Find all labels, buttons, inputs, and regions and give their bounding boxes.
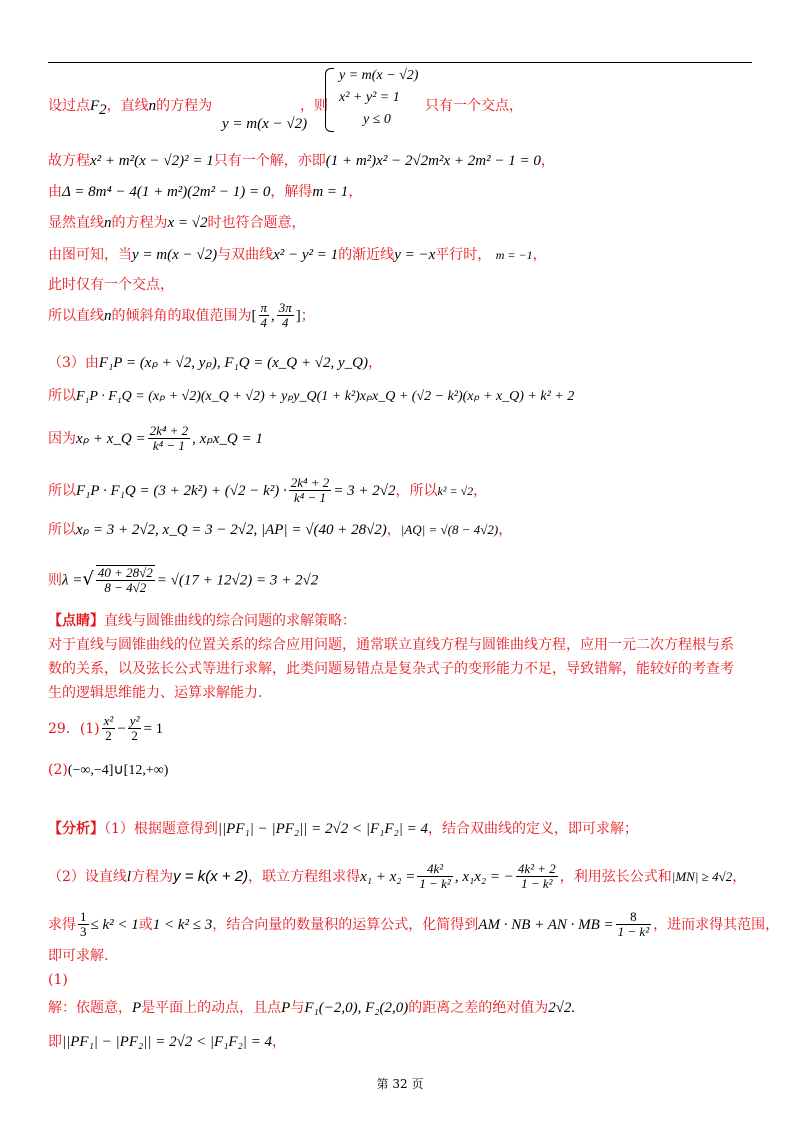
text: 与 [290,1000,305,1016]
math: P [132,1000,142,1016]
text: 的方程为 [111,215,168,231]
denominator: 1 − k² [521,876,553,892]
text: ，直线 [106,98,149,114]
math: (1 + m²)x² − 2√2m²x + 2m² − 1 = 0 [325,153,541,169]
math: P [281,1000,291,1016]
text: ， [473,482,488,499]
numerator: 8 [616,910,651,925]
math: , [271,307,275,324]
fraction [78,910,89,940]
math: ] [295,307,301,324]
fenxi-line-1 [48,818,638,838]
math: |MN| ≥ 4√2 [671,868,733,884]
fenxi-line-4: 即可求解. [48,948,109,964]
math: ||PF₁| − |PF₂|| = 2√2 < |F₁F₂| = 4 [217,821,428,837]
text: 所以 [48,388,76,404]
fraction [277,301,294,331]
text: 则 [48,572,62,589]
text: 解：依题意， [48,1000,132,1016]
math: Δ = 8m⁴ − 4(1 + m²)(2m² − 1) = 0 [62,184,271,200]
math: n [104,215,112,231]
math: 1 < k² ≤ 3 [152,916,213,933]
dianjing-line-4: 生的逻辑思维能力、运算求解能力. [48,685,263,701]
line-1-then [300,95,328,115]
text: 故方程 [48,153,90,169]
math: = 3 + 2√2 [333,482,396,499]
math: 2√2 [548,1000,572,1016]
part-label: (2) [48,762,68,778]
line-9 [48,385,574,405]
math: ||PF₁| − |PF₂|| = 2√2 < |F₁F₂| = 4 [62,1034,273,1050]
math: y = k(x + 2) [173,867,249,885]
system-row: y ≤ 0 [363,112,391,127]
text: ， [498,522,513,538]
solution-line-2 [48,1031,286,1051]
fraction [128,714,142,744]
text: ， [348,184,363,200]
denominator: 1 − k² [617,924,650,940]
text: 的距离之差的绝对值为 [408,1000,549,1016]
text: 此时仅有一个交点， [48,277,174,293]
numerator: y² [129,713,140,728]
text: ， [532,247,547,263]
header-rule [48,62,752,63]
section-title: 【分析】 [48,821,104,837]
text: 的方程为 [156,98,213,114]
line-12 [48,519,512,539]
text: ， [367,355,382,371]
line-11 [48,476,487,506]
text: 方程为 [131,868,174,885]
math: x² + m²(x − √2)² = 1 [90,153,214,169]
text: 设过点 [48,98,90,114]
text: ，结合双曲线的定义，即可求解； [427,821,638,837]
text: 因为 [48,430,76,447]
line-3 [48,181,362,201]
line-1-under [222,116,307,133]
math: 2 [99,101,107,118]
text: ， [540,153,555,169]
math: k² = √2 [437,483,474,498]
math: F₁(−2,0), F₂(2,0) [304,1000,409,1016]
text: 由 [48,184,62,200]
text: ； [300,307,315,324]
fraction [102,714,116,744]
text: （2）设直线 [48,868,127,885]
math: − [117,720,126,737]
system-row: x² + y² = 1 [339,90,400,105]
denominator: 4 [282,315,289,331]
math: x₁ + x₂ = [360,868,416,885]
math: m = 1 [312,184,349,200]
line-1 [48,95,212,119]
numerator: 40 + 28√2 [97,565,153,580]
math: , x₁x₂ = − [454,868,514,885]
math: AM · NB + AN · MB = [478,916,614,933]
fraction [148,424,191,454]
text: ，联立方程组求得 [248,868,361,885]
fraction [289,476,332,506]
system-row: y = m(x − √2) [339,68,419,83]
math: m = −1 [495,248,533,262]
text: 时也符合题意， [207,215,306,231]
text: （1）根据题意得到 [104,821,218,837]
text: 或 [138,916,153,933]
solution-line-1 [48,997,575,1017]
text: ， [272,1034,287,1050]
fraction [516,862,558,892]
page-number: 第 32 页 [376,1077,424,1091]
text: 显然直线 [48,215,104,231]
numerator: 4k² + 2 [517,861,556,876]
denominator: k⁴ − 1 [294,490,327,506]
dianjing-line-2: 对于直线与圆锥曲线的位置关系的综合应用问题，通常联立直线方程与圆锥曲线方程，应用一元二次方程根与系 [48,637,734,653]
math: xₚ = 3 + 2√2, x_Q = 3 − 2√2, |AP| = √(40 + 28√2) [76,522,387,538]
question-number: 29．(1) [48,720,100,737]
math: y = −x [394,247,436,263]
line-6 [48,274,174,294]
denominator: 2 [105,728,112,744]
text: 直线与圆锥曲线的综合问题的求解策略： [104,613,356,629]
text: 与双曲线 [217,247,274,263]
text: 的倾斜角的取值范围为 [111,307,252,324]
math: F₁P · F₁Q = (xₚ + √2)(x_Q + √2) + yₚy_Q(1 + k²)xₚx_Q + (√2 − k²)(xₚ + x_Q) + k² + 2 [76,389,575,404]
math: ≤ k² < 1 [90,916,139,933]
numerator: 2k⁴ + 2 [290,475,330,490]
fraction [417,862,452,892]
text: ，结合向量的数量积的运算公式，化简得到 [212,916,479,933]
text: 求得 [48,916,76,933]
q29-part2 [48,762,168,779]
denominator: 1 − k² [419,876,451,892]
text: ，所以 [395,482,438,499]
math: (−∞,−4]∪[12,+∞) [67,763,169,778]
denominator: 8 − 4√2 [104,580,147,596]
text: 即 [48,1034,62,1050]
line-10 [48,424,263,454]
text: 由图可知，当 [48,247,132,263]
line-4 [48,212,306,232]
math: [ [251,307,257,324]
math: n [148,98,157,114]
numerator: x² [103,713,114,728]
text: 只有一个交点， [425,98,523,114]
math: F₁P · F₁Q = (3 + 2k²) + (√2 − k²) · [76,482,287,499]
text: ，进而求得其范围， [653,916,780,933]
math: , xₚx_Q = 1 [192,430,263,447]
math: x = √2 [167,215,208,231]
text: 平行时， [435,247,492,263]
denominator: 2 [131,728,138,744]
text: 是平面上的动点，且点 [141,1000,282,1016]
text: ， [386,522,401,538]
text: 只有一个解，亦即 [213,153,326,169]
line-5 [48,244,547,264]
denominator: k⁴ − 1 [152,438,185,454]
math: |AQ| = √(8 − 4√2) [400,522,499,537]
fraction [259,301,270,331]
dianjing-line-1 [48,610,356,630]
fraction [616,910,651,940]
math: . [571,1000,576,1016]
line-2 [48,150,555,170]
numerator: 3π [278,300,292,315]
text: 的渐近线 [338,247,395,263]
numerator: 2k⁴ + 2 [149,423,189,438]
text: ，利用弦长公式和 [559,868,672,885]
numerator: π [260,300,268,315]
math: F [90,98,100,114]
text: 所以 [48,522,76,538]
math: F₁P = (xₚ + √2, yₚ), F₁Q = (x_Q + √2, y_Q) [98,355,368,371]
numerator: 4k² [417,862,452,877]
fenxi-line-2 [48,862,746,892]
text: （3）由 [48,355,99,371]
math: xₚ + x_Q = [76,430,146,447]
math: x² − y² = 1 [273,247,339,263]
denominator: 4 [260,315,267,331]
math: y = m(x − √2) [132,247,218,263]
math: y = m(x − √2) [222,116,308,132]
dianjing-line-3: 数的关系，以及弦长公式等进行求解，此类问题易错点是复杂式子的变形能力不足，导致错解，能较好的考查考 [48,661,734,677]
text: 所以 [48,482,76,499]
fraction [96,565,155,596]
denominator: 3 [80,924,87,940]
line-7 [48,301,315,331]
brace [325,68,334,132]
math: l [126,868,132,885]
text: ，解得 [270,184,313,200]
text: ，则 [300,98,328,114]
line-13 [48,565,318,596]
text: 所以直线 [48,307,104,324]
math: = 1 [143,720,164,737]
math: λ = [62,572,83,589]
math: n [104,307,112,324]
numerator: 1 [80,909,87,924]
radical-sign-icon: √ [82,568,94,590]
line-8 [48,352,382,372]
text: ， [732,868,747,885]
section-title: 【点睛】 [48,613,104,629]
q29-part1 [48,714,163,744]
solution-part-label: (1) [48,972,68,988]
line-1-end [425,95,523,115]
math: = √(17 + 12√2) = 3 + 2√2 [156,572,319,589]
fenxi-line-3 [48,910,779,940]
